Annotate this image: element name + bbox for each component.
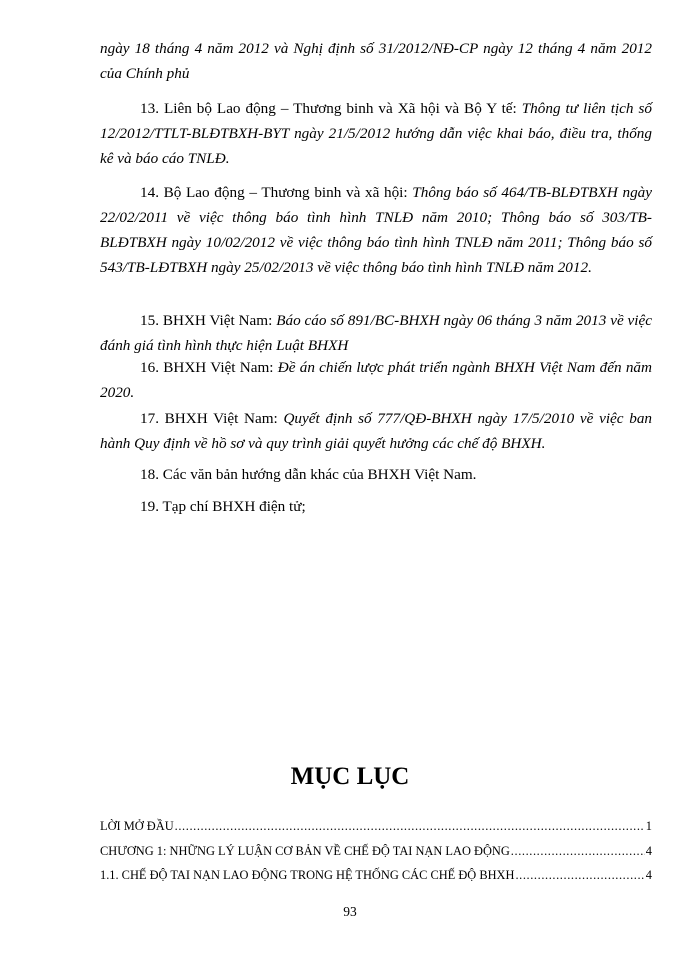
reference-title: Thông báo số 464/TB-BLĐTBXH ngày 22/02/2011 về việc thông báo tình hình TNLĐ năm 2010; Thông báo số 303/TB-BLĐTBXH ngày 10/02/2012 về việc thông báo tình hình TNLĐ năm 2011; Thông báo số 543/TB-LĐTBXH ngày 25/02/2013 về việc thông báo tình hình TNLĐ năm 2012.: [100, 184, 653, 276]
reference-item-17: [100, 406, 652, 456]
reference-author: 14. Bộ Lao động – Thương binh và xã hội:: [140, 184, 408, 201]
reference-item-13: [100, 96, 652, 171]
toc-entry-label: 1.1. CHẾ ĐỘ TAI NẠN LAO ĐỘNG TRONG HỆ THỐNG CÁC CHẾ ĐỘ BHXH: [100, 868, 515, 882]
reference-title: Đề án chiến lược phát triển ngành BHXH Việt Nam đến năm 2020.: [100, 359, 652, 401]
reference-title: Thông tư liên tịch số 12/2012/TTLT-BLĐTBXH-BYT ngày 21/5/2012 hướng dẫn việc khai báo, điều tra, thống kê và báo cáo TNLĐ.: [100, 100, 652, 167]
toc-entry-label: LỜI MỞ ĐẦU: [100, 819, 174, 833]
reference-item-19: 19. Tạp chí BHXH điện tử;: [140, 498, 306, 515]
toc-dot-leader: [515, 864, 644, 886]
toc-entry[interactable]: [100, 815, 652, 837]
reference-item-18: 18. Các văn bản hướng dẫn khác của BHXH Việt Nam.: [140, 466, 477, 483]
reference-title: Báo cáo số 891/BC-BHXH ngày 06 tháng 3 năm 2013 về việc đánh giá tình hình thực hiện Luật BHXH: [100, 312, 652, 354]
toc-dot-leader: [511, 840, 645, 862]
toc-title: MỤC LỤC: [290, 763, 410, 790]
reference-author: 17. BHXH Việt Nam:: [140, 410, 278, 427]
reference-author: 13. Liên bộ Lao động – Thương binh và Xã hội và Bộ Y tế:: [140, 100, 517, 117]
reference-author: 15. BHXH Việt Nam:: [140, 312, 273, 329]
toc-entry[interactable]: [100, 864, 652, 886]
reference-continuation: ngày 18 tháng 4 năm 2012 và Nghị định số 31/2012/NĐ-CP ngày 12 tháng 4 năm 2012 của Chính phủ: [100, 40, 652, 82]
toc-entry-page: 1: [645, 819, 652, 833]
reference-item-14: [100, 180, 652, 280]
toc-entry-label: CHƯƠNG 1: NHỮNG LÝ LUẬN CƠ BẢN VỀ CHẾ ĐỘ TAI NẠN LAO ĐỘNG: [100, 844, 510, 858]
reference-item-16: [100, 355, 652, 405]
toc-entry-page: 4: [645, 868, 652, 882]
toc-dot-leader: [175, 815, 645, 837]
toc-entry[interactable]: [100, 840, 652, 862]
page-number: 93: [343, 904, 357, 919]
reference-title: Quyết định số 777/QĐ-BHXH ngày 17/5/2010 về việc ban hành Quy định về hồ sơ và quy trình giải quyết hưởng các chế độ BHXH.: [100, 410, 653, 452]
reference-item-15: [100, 308, 652, 358]
toc-entry-page: 4: [645, 844, 652, 858]
reference-author: 16. BHXH Việt Nam:: [140, 359, 274, 376]
